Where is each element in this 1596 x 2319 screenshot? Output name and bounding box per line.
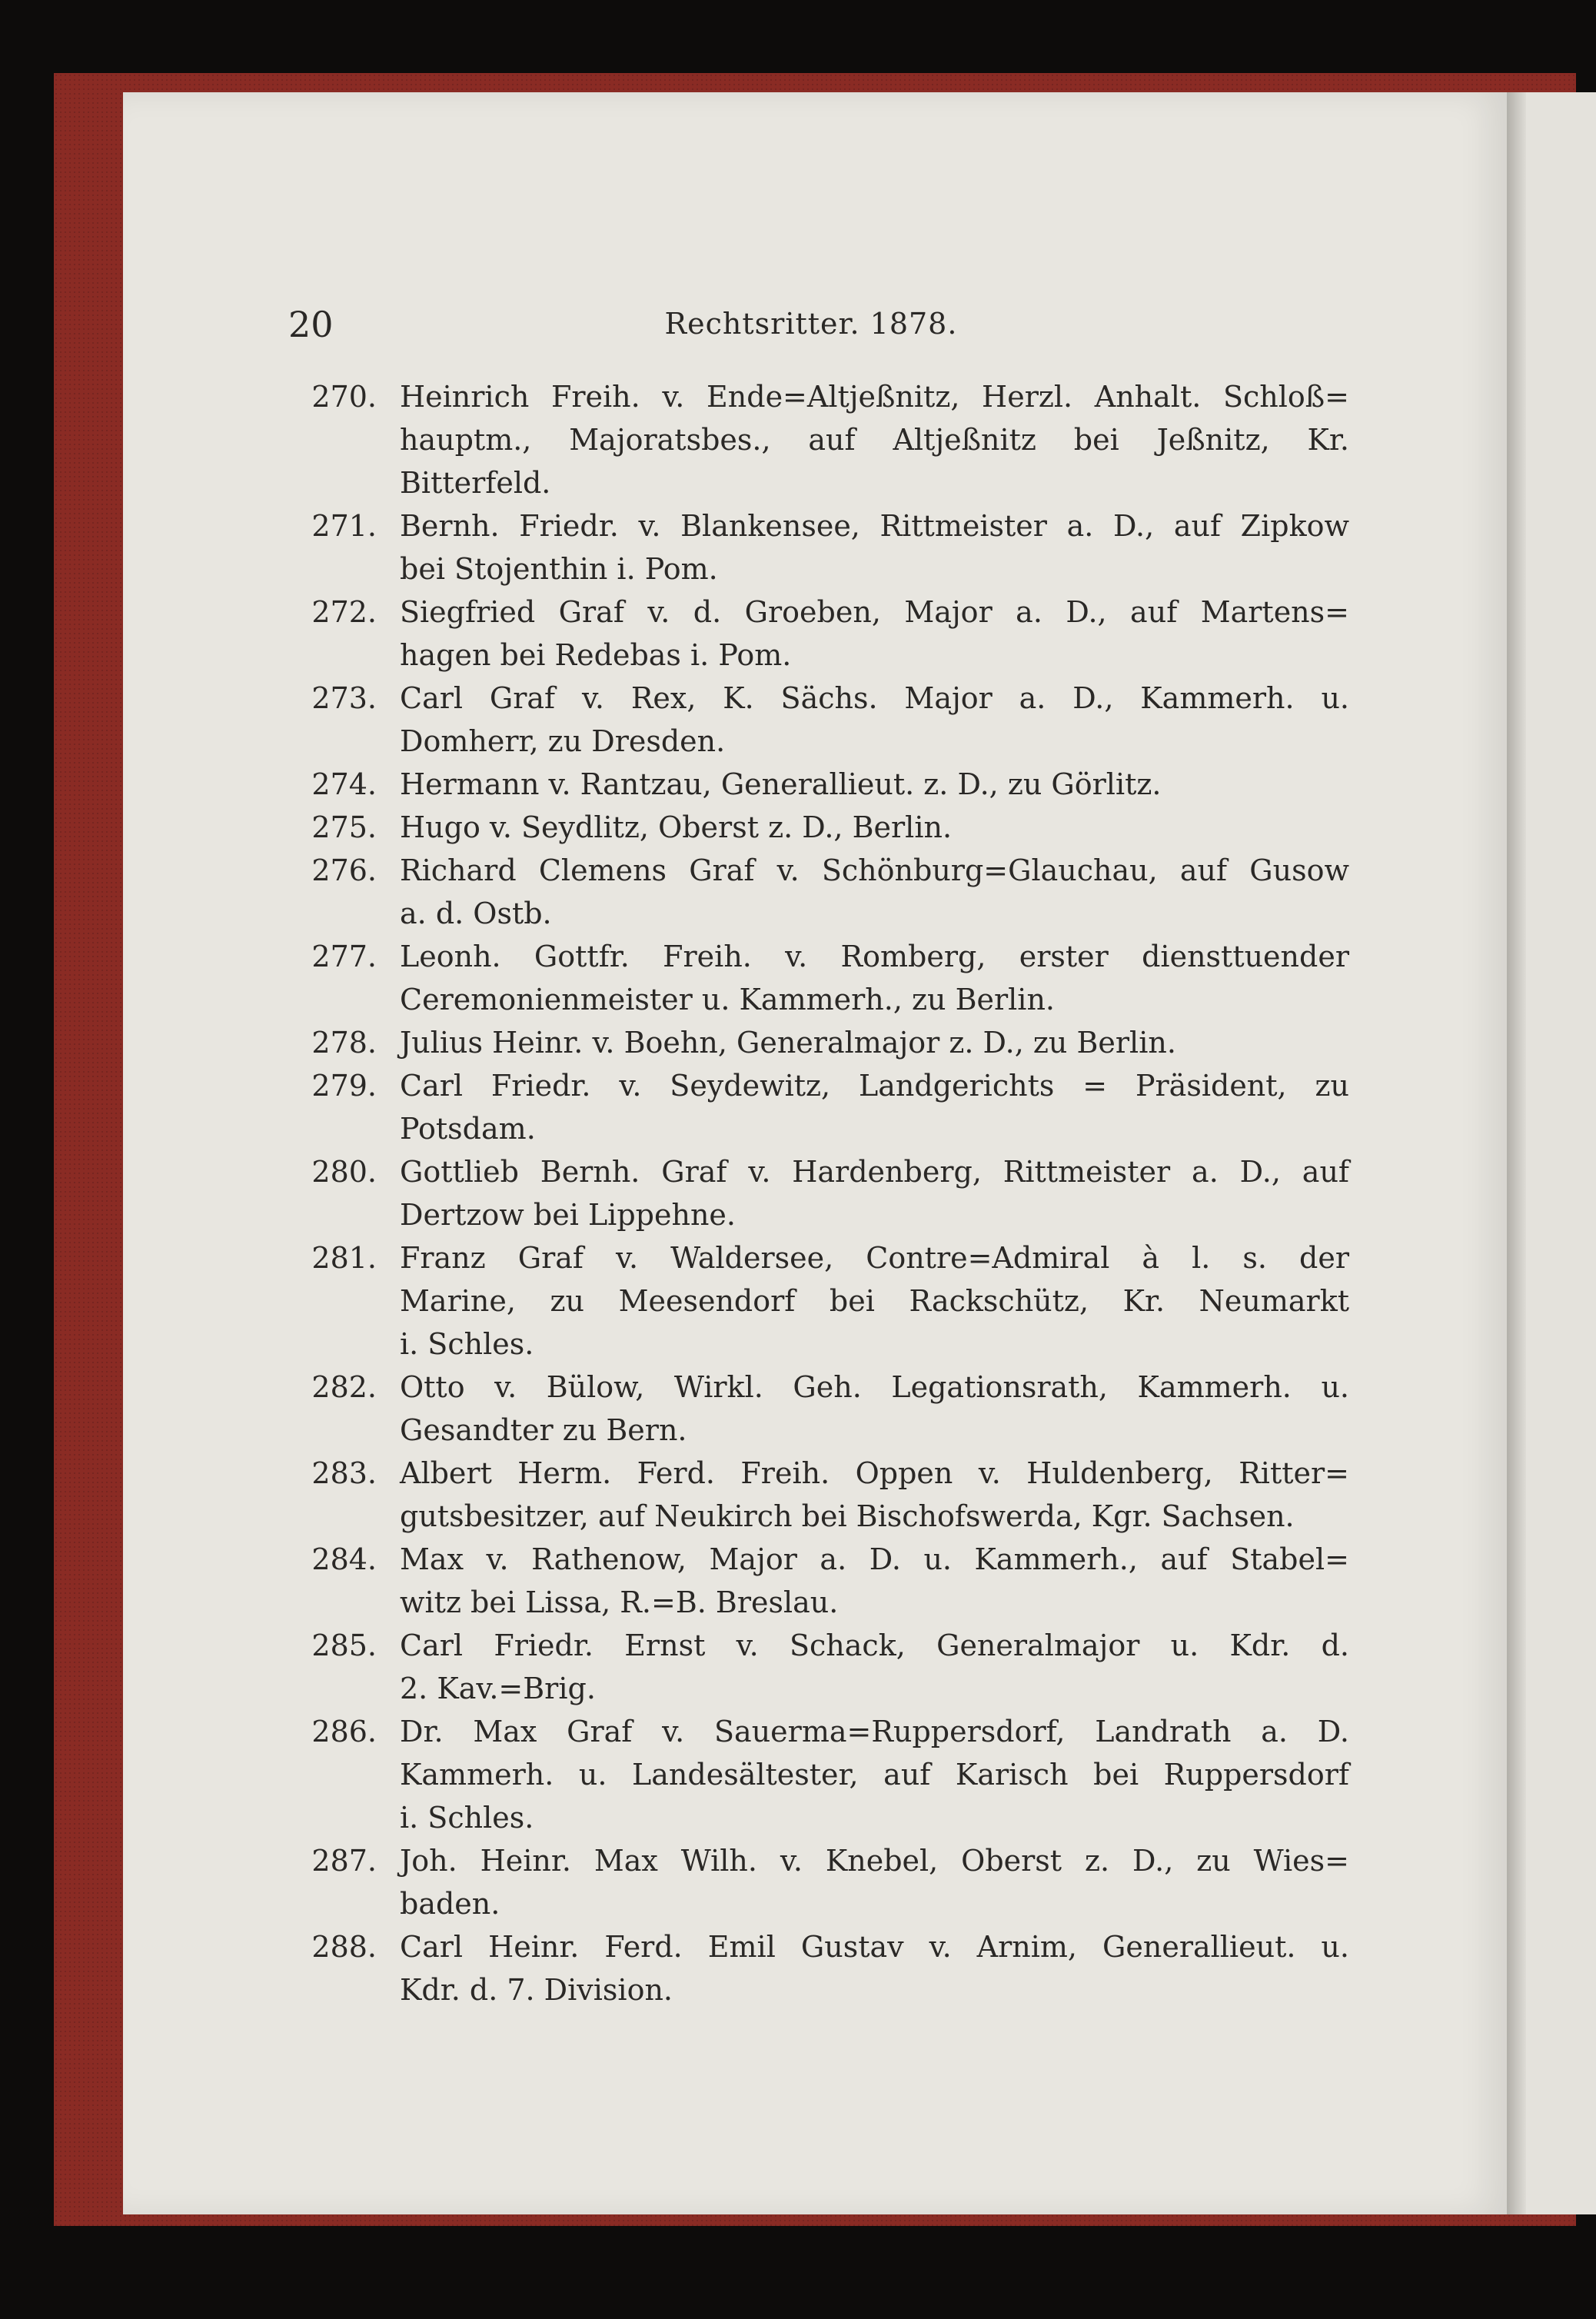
list-item bbox=[311, 763, 1349, 806]
entry-line: Hermann v. Rantzau, Generallieut. z. D., zu Görlitz. bbox=[400, 767, 1162, 801]
list-item bbox=[311, 677, 1349, 763]
list-item bbox=[311, 1021, 1349, 1064]
entry-line: Bernh. Friedr. v. Blankensee, Rittmeister a. D., auf Zipkow bbox=[400, 509, 1349, 543]
entry-line: baden. bbox=[400, 1887, 500, 1921]
entry-line: Max v. Rathenow, Major a. D. u. Kammerh., auf Stabel= bbox=[400, 1542, 1349, 1576]
entry-number: 282. bbox=[311, 1370, 377, 1404]
list-item bbox=[311, 1236, 1349, 1366]
list-item bbox=[311, 806, 1349, 849]
entry-line: a. d. Ostb. bbox=[400, 897, 552, 930]
entry-line: Dr. Max Graf v. Sauerma=Ruppersdorf, Landrath a. D. bbox=[400, 1715, 1349, 1748]
page-header bbox=[288, 304, 1334, 350]
facing-page-edge bbox=[1503, 92, 1596, 2214]
entry-line: Albert Herm. Ferd. Freih. Oppen v. Huldenberg, Ritter= bbox=[400, 1456, 1349, 1490]
entry-number: 281. bbox=[311, 1241, 377, 1275]
entry-line: Richard Clemens Graf v. Schönburg=Glauchau, auf Gusow bbox=[400, 853, 1349, 887]
entry-line: Kammerh. u. Landesältester, auf Karisch bei Ruppersdorf bbox=[400, 1758, 1349, 1792]
entry-line: Carl Heinr. Ferd. Emil Gustav v. Arnim, Generallieut. u. bbox=[400, 1930, 1349, 1964]
entry-line: Gottlieb Bernh. Graf v. Hardenberg, Rittmeister a. D., auf bbox=[400, 1155, 1349, 1189]
entry-line: Carl Graf v. Rex, K. Sächs. Major a. D., Kammerh. u. bbox=[400, 681, 1349, 715]
list-item bbox=[311, 504, 1349, 591]
list-item bbox=[311, 1366, 1349, 1452]
list-item bbox=[311, 375, 1349, 504]
entry-line: Potsdam. bbox=[400, 1112, 536, 1146]
entry-line: hauptm., Majoratsbes., auf Altjeßnitz bei Jeßnitz, Kr. bbox=[400, 423, 1349, 457]
page-number: 20 bbox=[288, 304, 334, 345]
running-title: Rechtsritter. 1878. bbox=[664, 307, 958, 341]
entry-line: Leonh. Gottfr. Freih. v. Romberg, erster diensttuender bbox=[400, 940, 1349, 973]
entry-line: gutsbesitzer, auf Neukirch bei Bischofswerda, Kgr. Sachsen. bbox=[400, 1499, 1295, 1533]
entry-number: 287. bbox=[311, 1844, 377, 1878]
entry-number: 283. bbox=[311, 1456, 377, 1490]
entry-number: 273. bbox=[311, 681, 377, 715]
entry-number: 271. bbox=[311, 509, 377, 543]
list-item bbox=[311, 591, 1349, 677]
entry-line: Siegfried Graf v. d. Groeben, Major a. D., auf Martens= bbox=[400, 595, 1349, 629]
entry-line: Hugo v. Seydlitz, Oberst z. D., Berlin. bbox=[400, 810, 953, 844]
entry-line: Kdr. d. 7. Division. bbox=[400, 1973, 673, 2007]
entry-line: Dertzow bei Lippehne. bbox=[400, 1198, 736, 1232]
entry-line: Joh. Heinr. Max Wilh. v. Knebel, Oberst z. D., zu Wies= bbox=[400, 1844, 1349, 1878]
entry-line: witz bei Lissa, R.=B. Breslau. bbox=[400, 1585, 839, 1619]
entry-number: 280. bbox=[311, 1155, 377, 1189]
entry-line: bei Stojenthin i. Pom. bbox=[400, 552, 718, 586]
entry-line: Carl Friedr. Ernst v. Schack, Generalmajor u. Kdr. d. bbox=[400, 1629, 1349, 1662]
entry-number: 276. bbox=[311, 853, 377, 887]
entry-number: 274. bbox=[311, 767, 377, 801]
entry-line: Franz Graf v. Waldersee, Contre=Admiral à l. s. der bbox=[400, 1241, 1349, 1275]
entry-line: Marine, zu Meesendorf bei Rackschütz, Kr. Neumarkt bbox=[400, 1284, 1349, 1318]
entry-number: 275. bbox=[311, 810, 377, 844]
entry-number: 278. bbox=[311, 1026, 377, 1060]
entry-line: Carl Friedr. v. Seydewitz, Landgerichts = Präsident, zu bbox=[400, 1069, 1349, 1103]
entry-line: i. Schles. bbox=[400, 1327, 534, 1361]
list-item bbox=[311, 1452, 1349, 1538]
list-item bbox=[311, 1150, 1349, 1236]
entry-line: Bitterfeld. bbox=[400, 466, 551, 500]
entry-number: 270. bbox=[311, 380, 377, 414]
list-item bbox=[311, 1710, 1349, 1839]
entry-number: 284. bbox=[311, 1542, 377, 1576]
entry-number: 288. bbox=[311, 1930, 377, 1964]
entry-number: 279. bbox=[311, 1069, 377, 1103]
list-item bbox=[311, 935, 1349, 1021]
entry-line: Domherr, zu Dresden. bbox=[400, 724, 726, 758]
entry-number: 272. bbox=[311, 595, 377, 629]
list-item bbox=[311, 1624, 1349, 1710]
list-item bbox=[311, 1538, 1349, 1624]
list-item bbox=[311, 1839, 1349, 1925]
entry-line: hagen bei Redebas i. Pom. bbox=[400, 638, 792, 672]
entry-line: i. Schles. bbox=[400, 1801, 534, 1835]
entry-line: Julius Heinr. v. Boehn, Generalmajor z. D., zu Berlin. bbox=[400, 1026, 1176, 1060]
entry-line: Otto v. Bülow, Wirkl. Geh. Legationsrath, Kammerh. u. bbox=[400, 1370, 1349, 1404]
list-item bbox=[311, 1925, 1349, 2011]
list-item bbox=[311, 849, 1349, 935]
entry-number: 285. bbox=[311, 1629, 377, 1662]
entry-number: 277. bbox=[311, 940, 377, 973]
entry-line: Gesandter zu Bern. bbox=[400, 1413, 687, 1447]
list-item bbox=[311, 1064, 1349, 1150]
entry-line: Ceremonienmeister u. Kammerh., zu Berlin. bbox=[400, 983, 1056, 1016]
entry-list bbox=[311, 375, 1349, 2011]
entry-number: 286. bbox=[311, 1715, 377, 1748]
entry-line: 2. Kav.=Brig. bbox=[400, 1672, 596, 1705]
entry-line: Heinrich Freih. v. Ende=Altjeßnitz, Herzl. Anhalt. Schloß= bbox=[400, 380, 1349, 414]
